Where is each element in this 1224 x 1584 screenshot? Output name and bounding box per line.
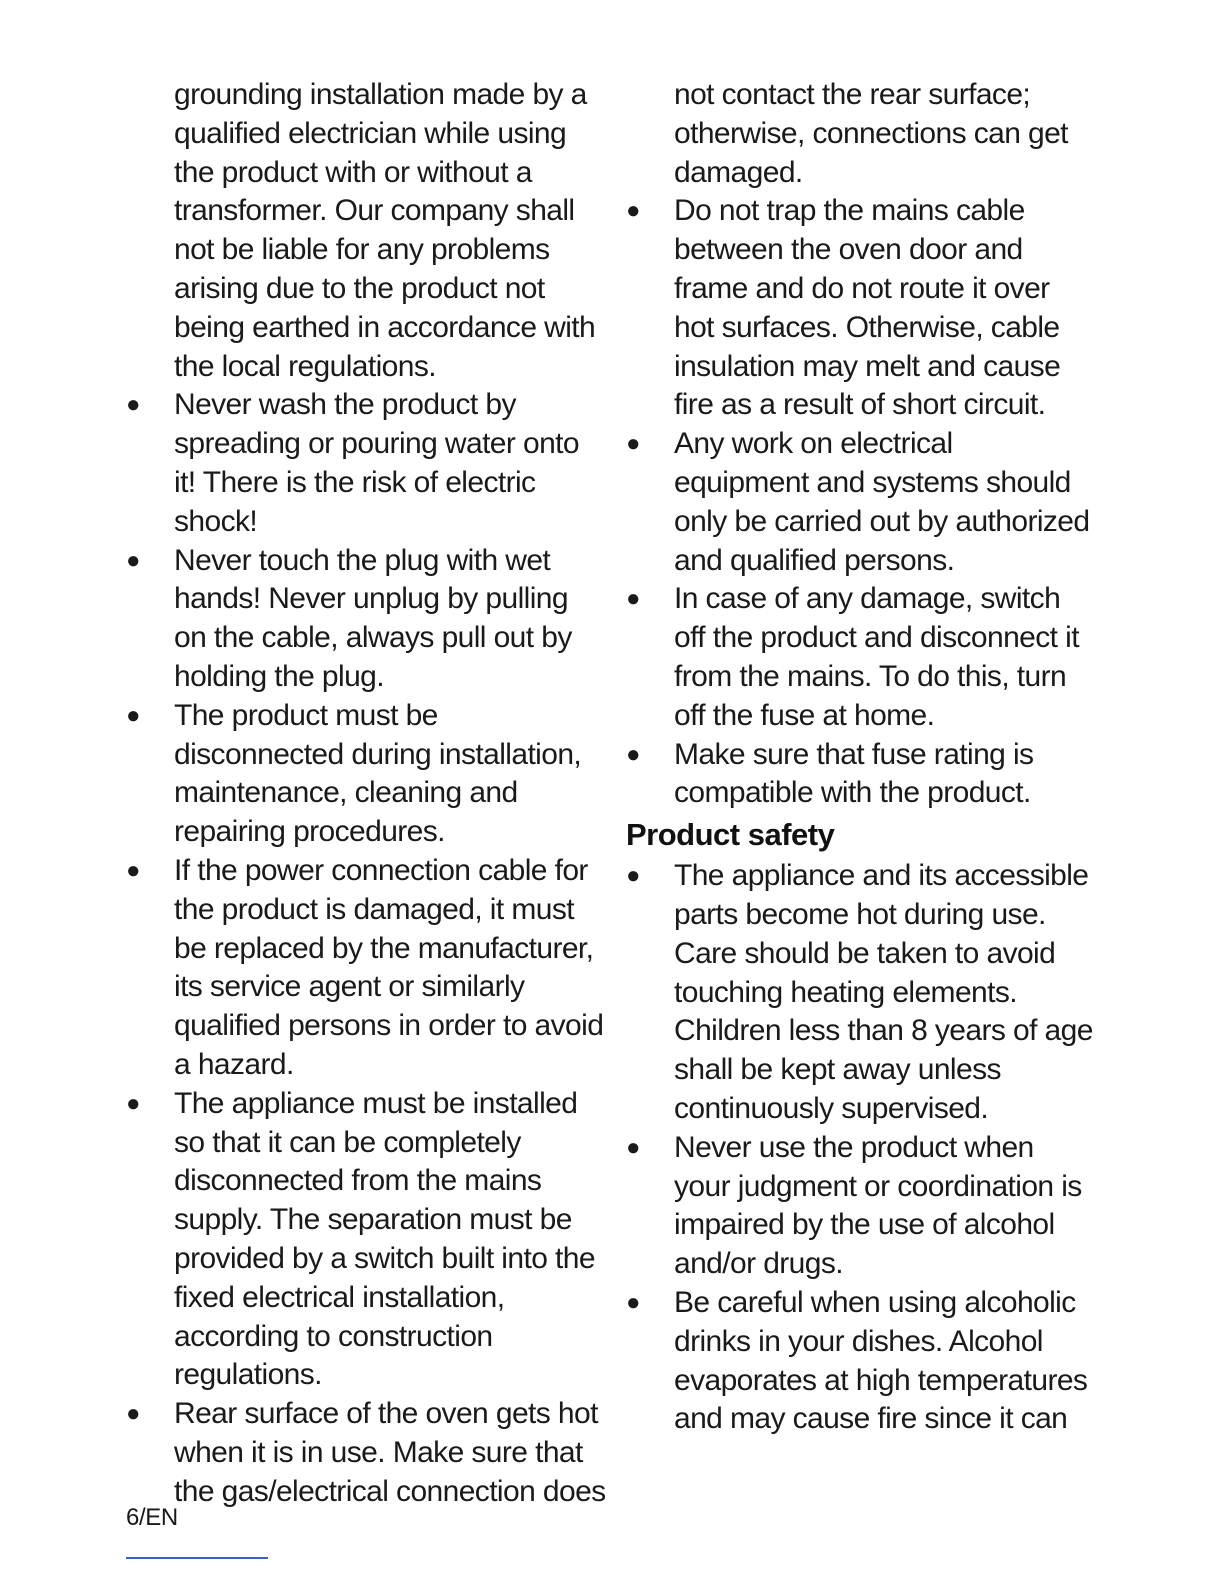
right-section-bullet-item [626,1284,1094,1439]
bullet-icon: ● [126,1400,140,1428]
right-column [626,76,1094,1439]
bullet-icon: ● [126,856,140,884]
right-bullet-item [626,192,1094,425]
bullet-icon: ● [626,1288,640,1316]
left-bullet-item [126,386,606,541]
bullet-text: Never use the product when your judgment or coordination is impaired by the use of alcohol and/or drugs. [674,1130,1082,1281]
left-bullet-item [126,542,606,697]
section-heading-product-safety: Product safety [626,817,835,853]
right-section-bullet-item [626,1129,1094,1284]
bullet-icon: ● [626,585,640,613]
bullet-text: Make sure that fuse rating is compatible with the product. [674,737,1034,810]
bullet-icon: ● [626,862,640,890]
right-section-bullet-item [626,857,1094,1129]
bullet-icon: ● [126,701,140,729]
bullet-text: The product must be disconnected during installation, maintenance, cleaning and repairing procedures. [174,698,582,849]
left-bullet-item [126,1395,606,1511]
right-bullet-item [626,736,1094,814]
left-bullet-item [126,1085,606,1395]
right-intro-text: not contact the rear surface; otherwise, connections can get damaged. [674,78,1068,189]
bullet-text: The appliance must be installed so that it can be completely disconnected from the mains supply. The separation must be provided by a switch built into the fixed electrical installation, according to construction regulations. [174,1086,595,1392]
right-bullet-item [626,580,1094,735]
bullet-icon: ● [126,1089,140,1117]
bullet-text: Any work on electrical equipment and systems should only be carried out by authorized and qualified persons. [674,427,1090,577]
bullet-icon: ● [126,391,140,419]
bullet-text: Be careful when using alcoholic drinks in your dishes. Alcohol evaporates at high temperatures and may cause fire since it can [674,1285,1088,1436]
bullet-text: Never wash the product by spreading or pouring water onto it! There is the risk of electric shock! [174,388,580,538]
bullet-icon: ● [626,197,640,225]
left-intro-paragraph [126,76,606,386]
bullet-icon: ● [626,740,640,768]
footer-divider [126,1557,268,1559]
page-number: 6/EN [126,1504,178,1531]
left-bullet-item [126,697,606,852]
right-intro-paragraph [626,76,1094,192]
bullet-text: In case of any damage, switch off the product and disconnect it from the mains. To do this, turn off the fuse at home. [674,582,1079,732]
bullet-icon: ● [126,546,140,574]
right-bullet-item [626,425,1094,580]
left-bullet-item [126,852,606,1085]
bullet-text: Do not trap the mains cable between the oven door and frame and do not route it over hot surfaces. Otherwise, cable insulation may melt and cause fire as a result of short circuit. [674,194,1061,422]
bullet-text: The appliance and its accessible parts become hot during use. Care should be taken to avoid touching heating elements. Children less than 8 years of age shall be kept away unless continuously supervised. [674,859,1093,1125]
bullet-text: Rear surface of the oven gets hot when it is in use. Make sure that the gas/electrical connection does [174,1397,606,1508]
bullet-icon: ● [626,1133,640,1161]
left-column [126,76,606,1511]
bullet-text: Never touch the plug with wet hands! Never unplug by pulling on the cable, always pull out by holding the plug. [174,543,572,693]
bullet-icon: ● [626,430,640,458]
left-intro-text: grounding installation made by a qualified electrician while using the product with or without a transformer. Our company shall not be liable for any problems arising due to the product not being earthed in accordance with the local regulations. [174,78,596,383]
bullet-text: If the power connection cable for the product is damaged, it must be replaced by the manufacturer, its service agent or similarly qualified persons in order to avoid a hazard. [174,853,604,1081]
